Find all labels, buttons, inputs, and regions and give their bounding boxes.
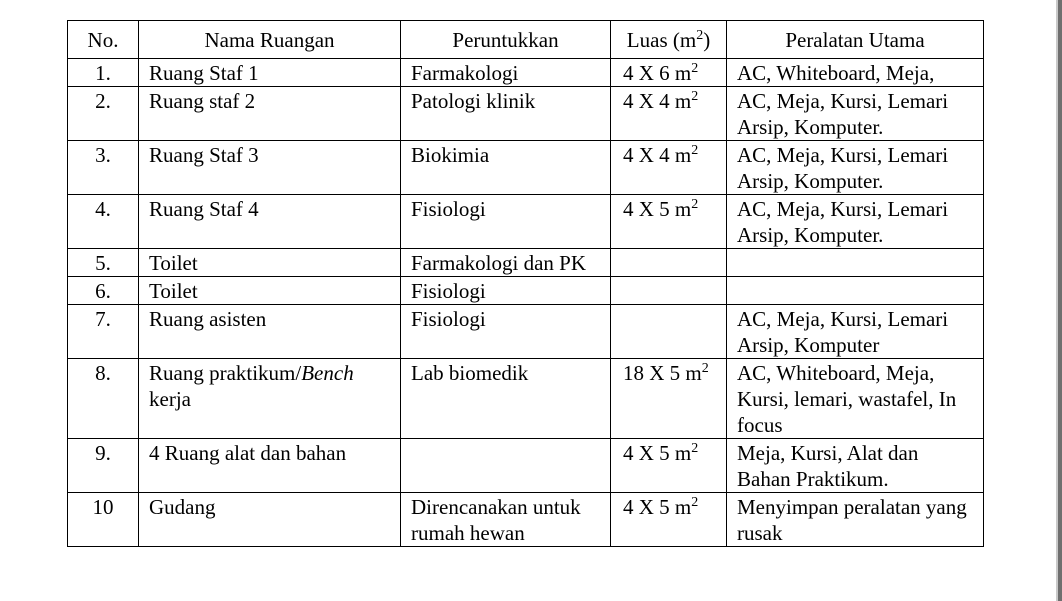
nama-tail-text: kerja xyxy=(149,387,191,411)
cell-peralatan xyxy=(727,249,984,277)
table-row xyxy=(68,439,984,493)
cell-luas xyxy=(611,87,727,141)
cell-nama-ruangan: 4 Ruang alat dan bahan xyxy=(139,439,401,493)
luas-exponent: 2 xyxy=(701,361,709,376)
header-luas-exponent: 2 xyxy=(696,28,704,43)
cell-peruntukkan: Biokimia xyxy=(401,141,611,195)
cell-peralatan: AC, Whiteboard, Meja, Kursi, lemari, wastafel, In focus xyxy=(727,359,984,439)
table-row xyxy=(68,359,984,439)
header-nama-ruangan: Nama Ruangan xyxy=(139,21,401,59)
cell-nama-ruangan: Ruang staf 2 xyxy=(139,87,401,141)
cell-no: 10 xyxy=(68,493,139,547)
cell-luas xyxy=(611,141,727,195)
cell-luas xyxy=(611,359,727,439)
header-luas xyxy=(611,21,727,59)
table-row xyxy=(68,141,984,195)
table-row xyxy=(68,493,984,547)
cell-peruntukkan xyxy=(401,439,611,493)
cell-peruntukkan: Fisiologi xyxy=(401,305,611,359)
cell-peruntukkan: Farmakologi xyxy=(401,59,611,87)
cell-peruntukkan: Patologi klinik xyxy=(401,87,611,141)
luas-exponent: 2 xyxy=(691,495,699,510)
table-row xyxy=(68,249,984,277)
cell-peruntukkan: Farmakologi dan PK xyxy=(401,249,611,277)
cell-peralatan: Menyimpan peralatan yang rusak xyxy=(727,493,984,547)
luas-value: 4 X 4 m xyxy=(623,143,692,167)
cell-no: 4. xyxy=(68,195,139,249)
cell-nama-ruangan: Toilet xyxy=(139,249,401,277)
luas-value: 4 X 5 m xyxy=(623,197,692,221)
nama-italic-text: Bench xyxy=(301,361,354,385)
cell-no: 8. xyxy=(68,359,139,439)
table-row xyxy=(68,59,984,87)
luas-exponent: 2 xyxy=(691,143,699,158)
cell-nama-ruangan: Ruang Staf 1 xyxy=(139,59,401,87)
cell-peralatan: AC, Meja, Kursi, Lemari Arsip, Komputer. xyxy=(727,87,984,141)
cell-nama-ruangan: Ruang Staf 4 xyxy=(139,195,401,249)
table-header-row xyxy=(68,21,984,59)
cell-no: 2. xyxy=(68,87,139,141)
cell-nama-ruangan: Ruang asisten xyxy=(139,305,401,359)
luas-value: 4 X 5 m xyxy=(623,441,692,465)
cell-no: 3. xyxy=(68,141,139,195)
cell-luas xyxy=(611,59,727,87)
cell-peralatan: AC, Meja, Kursi, Lemari Arsip, Komputer. xyxy=(727,195,984,249)
header-luas-text: Luas (m xyxy=(626,28,697,52)
table-row xyxy=(68,277,984,305)
cell-luas xyxy=(611,249,727,277)
header-luas-close: ) xyxy=(703,28,711,52)
cell-nama-ruangan: Gudang xyxy=(139,493,401,547)
cell-peralatan: Meja, Kursi, Alat dan Bahan Praktikum. xyxy=(727,439,984,493)
cell-no: 7. xyxy=(68,305,139,359)
cell-peralatan xyxy=(727,277,984,305)
luas-value: 4 X 4 m xyxy=(623,89,692,113)
cell-luas xyxy=(611,493,727,547)
page-edge-shadow xyxy=(1058,0,1062,601)
cell-luas xyxy=(611,439,727,493)
table-row xyxy=(68,87,984,141)
cell-luas xyxy=(611,195,727,249)
nama-text: Ruang praktikum/ xyxy=(149,361,302,385)
cell-no: 1. xyxy=(68,59,139,87)
header-no: No. xyxy=(68,21,139,59)
cell-luas xyxy=(611,277,727,305)
cell-no: 6. xyxy=(68,277,139,305)
cell-nama-ruangan xyxy=(139,359,401,439)
header-peruntukkan: Peruntukkan xyxy=(401,21,611,59)
luas-exponent: 2 xyxy=(691,61,699,76)
cell-peralatan: AC, Meja, Kursi, Lemari Arsip, Komputer. xyxy=(727,141,984,195)
cell-peralatan: AC, Whiteboard, Meja, xyxy=(727,59,984,87)
cell-no: 9. xyxy=(68,439,139,493)
cell-peruntukkan: Lab biomedik xyxy=(401,359,611,439)
luas-exponent: 2 xyxy=(691,441,699,456)
cell-peruntukkan: Direncanakan untuk rumah hewan xyxy=(401,493,611,547)
table-row xyxy=(68,195,984,249)
cell-luas xyxy=(611,305,727,359)
cell-peralatan: AC, Meja, Kursi, Lemari Arsip, Komputer xyxy=(727,305,984,359)
luas-exponent: 2 xyxy=(691,197,699,212)
luas-value: 4 X 5 m xyxy=(623,495,692,519)
cell-no: 5. xyxy=(68,249,139,277)
cell-nama-ruangan: Toilet xyxy=(139,277,401,305)
cell-nama-ruangan: Ruang Staf 3 xyxy=(139,141,401,195)
cell-peruntukkan: Fisiologi xyxy=(401,277,611,305)
luas-value: 4 X 6 m xyxy=(623,61,692,85)
luas-exponent: 2 xyxy=(691,89,699,104)
cell-peruntukkan: Fisiologi xyxy=(401,195,611,249)
room-table xyxy=(67,20,984,547)
header-peralatan-utama: Peralatan Utama xyxy=(727,21,984,59)
luas-value: 18 X 5 m xyxy=(623,361,702,385)
table-row xyxy=(68,305,984,359)
